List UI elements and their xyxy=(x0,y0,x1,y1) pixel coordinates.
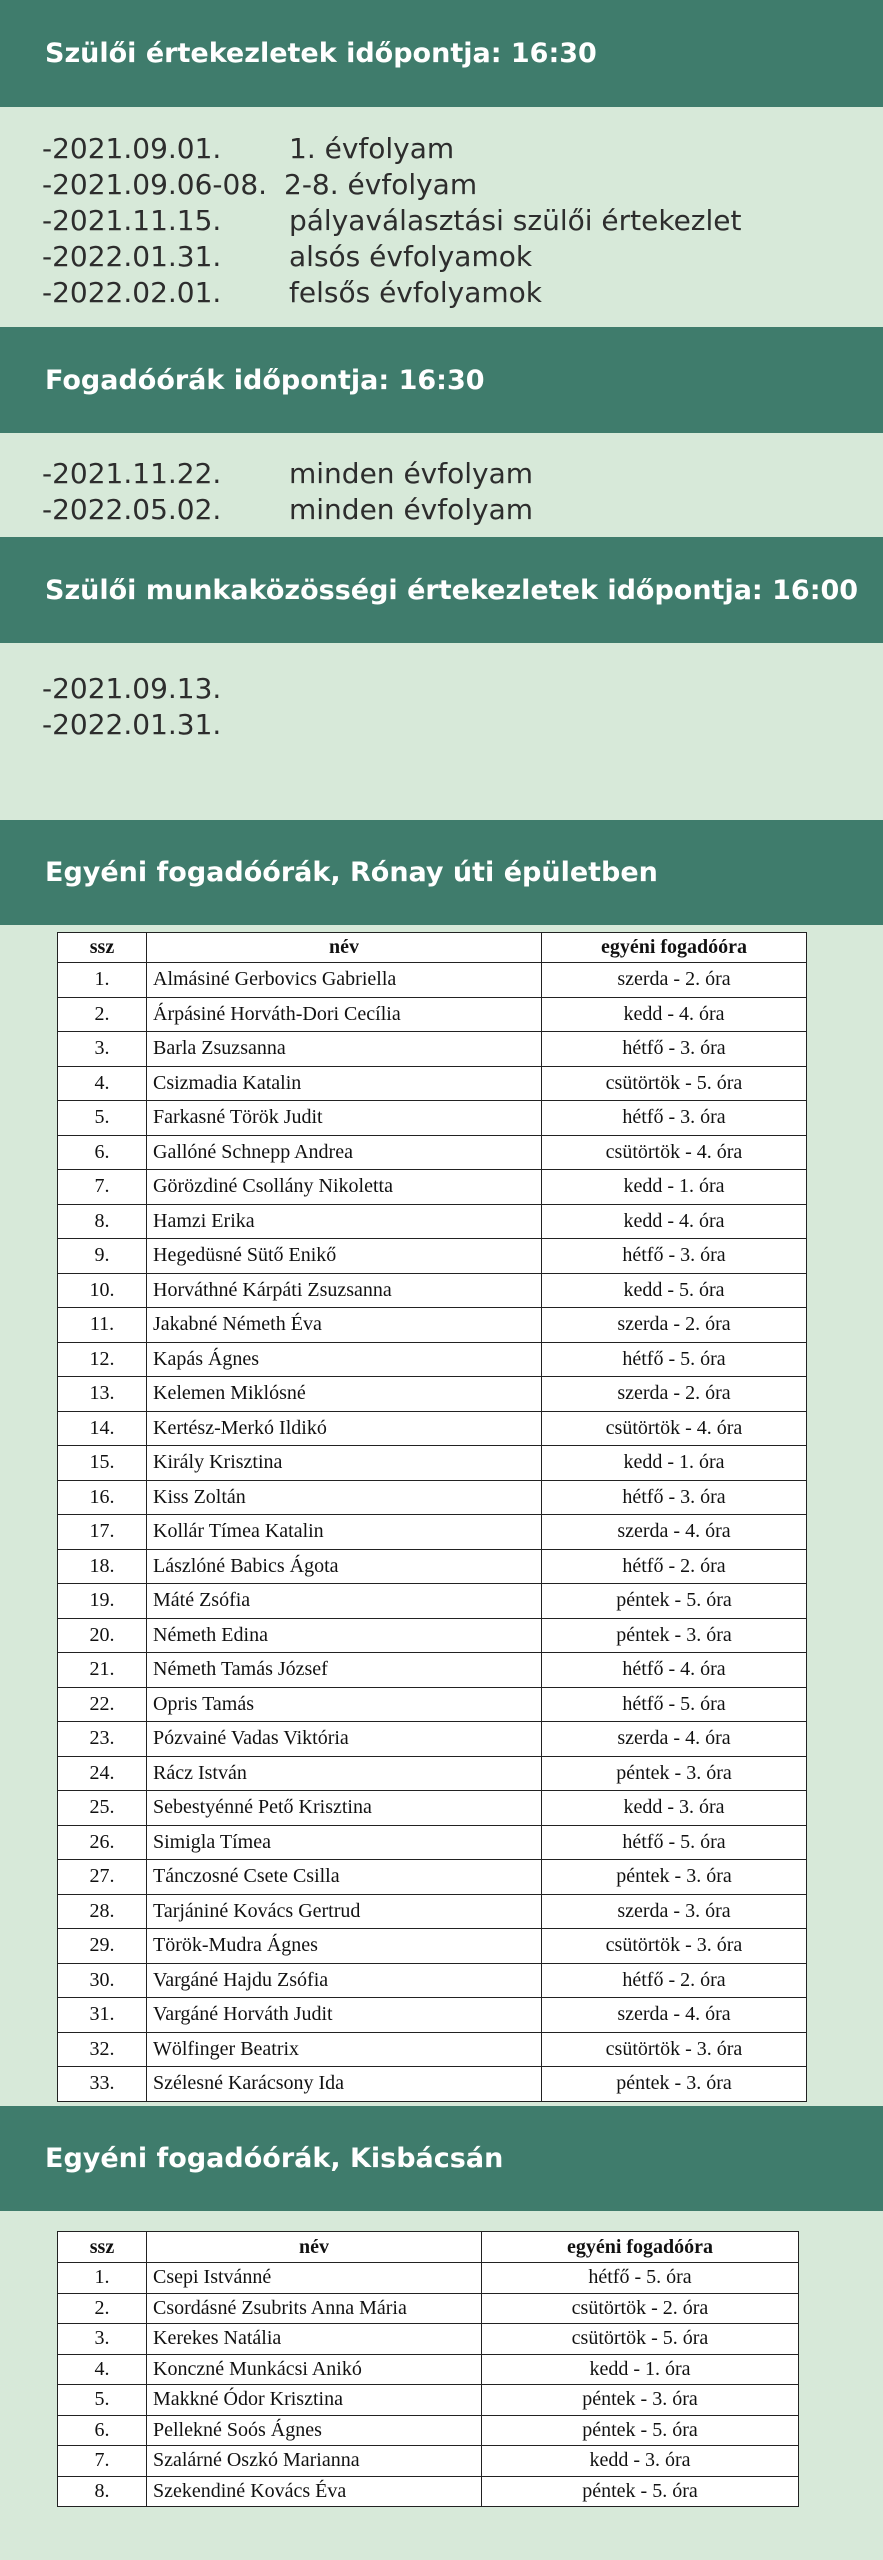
description: minden évfolyam xyxy=(289,493,534,526)
office-hour: hétfő - 3. óra xyxy=(542,1101,807,1136)
office-hour: kedd - 5. óra xyxy=(542,1273,807,1308)
kisbacsa-table xyxy=(57,2231,799,2507)
column-header: név xyxy=(147,933,542,963)
list-item xyxy=(42,707,221,743)
table-row xyxy=(58,1480,807,1515)
teacher-name: Konczné Munkácsi Anikó xyxy=(147,2354,482,2385)
table-row xyxy=(58,1135,807,1170)
row-number: 13. xyxy=(58,1377,147,1412)
column-header: egyéni fogadóóra xyxy=(482,2232,799,2263)
office-hour: hétfő - 3. óra xyxy=(542,1480,807,1515)
teacher-name: Görözdiné Csollány Nikoletta xyxy=(147,1170,542,1205)
teacher-name: Török-Mudra Ágnes xyxy=(147,1929,542,1964)
office-hour: hétfő - 3. óra xyxy=(542,1032,807,1067)
list-item xyxy=(42,167,741,203)
office-hour: kedd - 1. óra xyxy=(542,1446,807,1481)
teacher-name: Rácz István xyxy=(147,1756,542,1791)
office-hour: kedd - 4. óra xyxy=(542,1204,807,1239)
row-number: 25. xyxy=(58,1791,147,1826)
section-title: Fogadóórák időpontja: 16:30 xyxy=(45,364,485,396)
office-hour: kedd - 1. óra xyxy=(482,2354,799,2385)
section-title: Egyéni fogadóórák, Kisbácsán xyxy=(45,2143,504,2174)
row-number: 17. xyxy=(58,1515,147,1550)
row-number: 31. xyxy=(58,1998,147,2033)
date: -2022.01.31. xyxy=(42,708,222,741)
office-hour: péntek - 3. óra xyxy=(542,1618,807,1653)
date: -2022.01.31. xyxy=(42,240,222,273)
row-number: 33. xyxy=(58,2067,147,2102)
table-row xyxy=(58,1687,807,1722)
row-number: 11. xyxy=(58,1308,147,1343)
office-hour: csütörtök - 3. óra xyxy=(542,2032,807,2067)
row-number: 6. xyxy=(58,1135,147,1170)
office-hour: csütörtök - 2. óra xyxy=(482,2293,799,2324)
table-row xyxy=(58,1204,807,1239)
row-number: 28. xyxy=(58,1894,147,1929)
table-row xyxy=(58,2324,799,2355)
office-hour: kedd - 4. óra xyxy=(542,997,807,1032)
column-header: név xyxy=(147,2232,482,2263)
date: -2022.05.02. xyxy=(42,493,222,526)
section-title: Egyéni fogadóórák, Rónay úti épületben xyxy=(45,857,658,888)
date: -2021.09.13. xyxy=(42,672,222,705)
row-number: 1. xyxy=(58,2263,147,2294)
office-hour: hétfő - 3. óra xyxy=(542,1239,807,1274)
teacher-name: Pellekné Soós Ágnes xyxy=(147,2415,482,2446)
table-row xyxy=(58,1894,807,1929)
list-item xyxy=(42,203,741,239)
section-title: Szülői értekezletek időpontja: 16:30 xyxy=(45,38,597,69)
teacher-name: Simigla Tímea xyxy=(147,1825,542,1860)
table-row xyxy=(58,1342,807,1377)
table-row xyxy=(58,963,807,998)
table-row xyxy=(58,1618,807,1653)
teacher-name: Csordásné Zsubrits Anna Mária xyxy=(147,2293,482,2324)
teacher-name: Csepi Istvánné xyxy=(147,2263,482,2294)
office-hour: szerda - 2. óra xyxy=(542,963,807,998)
office-hour: hétfő - 2. óra xyxy=(542,1963,807,1998)
date: -2021.09.06-08. xyxy=(42,168,268,201)
teacher-name: Király Krisztina xyxy=(147,1446,542,1481)
office-hour: csütörtök - 5. óra xyxy=(482,2324,799,2355)
teacher-name: Csizmadia Katalin xyxy=(147,1066,542,1101)
table-row xyxy=(58,2293,799,2324)
table-row xyxy=(58,1756,807,1791)
row-number: 3. xyxy=(58,2324,147,2355)
teacher-name: Németh Edina xyxy=(147,1618,542,1653)
table-row xyxy=(58,1239,807,1274)
teacher-name: Lászlóné Babics Ágota xyxy=(147,1549,542,1584)
teacher-name: Kiss Zoltán xyxy=(147,1480,542,1515)
table-row xyxy=(58,997,807,1032)
column-header: ssz xyxy=(58,933,147,963)
row-number: 1. xyxy=(58,963,147,998)
ronay-table xyxy=(57,932,807,2102)
section-header-ronay xyxy=(0,820,883,925)
office-hour: szerda - 4. óra xyxy=(542,1998,807,2033)
description: 1. évfolyam xyxy=(289,132,455,165)
teacher-name: Jakabné Németh Éva xyxy=(147,1308,542,1343)
munkakozossegi-list xyxy=(42,671,221,743)
row-number: 26. xyxy=(58,1825,147,1860)
table-row xyxy=(58,1825,807,1860)
teacher-name: Tánczosné Csete Csilla xyxy=(147,1860,542,1895)
row-number: 2. xyxy=(58,2293,147,2324)
row-number: 16. xyxy=(58,1480,147,1515)
section-header-ertekezletek xyxy=(0,0,883,107)
table-row xyxy=(58,2415,799,2446)
section-header-munkakozossegi xyxy=(0,537,883,643)
teacher-name: Németh Tamás József xyxy=(147,1653,542,1688)
table-row xyxy=(58,2476,799,2507)
teacher-name: Szélesné Karácsony Ida xyxy=(147,2067,542,2102)
teacher-name: Árpásiné Horváth-Dori Cecília xyxy=(147,997,542,1032)
row-number: 10. xyxy=(58,1273,147,1308)
teacher-name: Vargáné Horváth Judit xyxy=(147,1998,542,2033)
table-row xyxy=(58,1549,807,1584)
row-number: 24. xyxy=(58,1756,147,1791)
teacher-name: Hamzi Erika xyxy=(147,1204,542,1239)
teacher-name: Sebestyénné Pető Krisztina xyxy=(147,1791,542,1826)
office-hour: csütörtök - 3. óra xyxy=(542,1929,807,1964)
teacher-name: Szekendiné Kovács Éva xyxy=(147,2476,482,2507)
table-row xyxy=(58,1101,807,1136)
teacher-name: Tarjániné Kovács Gertrud xyxy=(147,1894,542,1929)
table-row xyxy=(58,1515,807,1550)
row-number: 30. xyxy=(58,1963,147,1998)
office-hour: hétfő - 5. óra xyxy=(482,2263,799,2294)
row-number: 6. xyxy=(58,2415,147,2446)
row-number: 9. xyxy=(58,1239,147,1274)
table-row xyxy=(58,2446,799,2477)
table-row xyxy=(58,1066,807,1101)
section-header-fogadoorak xyxy=(0,327,883,433)
ertekezletek-list xyxy=(42,131,741,311)
date: -2021.09.01. xyxy=(42,132,222,165)
description: 2-8. évfolyam xyxy=(284,168,478,201)
description: felsős évfolyamok xyxy=(289,276,542,309)
teacher-name: Máté Zsófia xyxy=(147,1584,542,1619)
row-number: 12. xyxy=(58,1342,147,1377)
row-number: 19. xyxy=(58,1584,147,1619)
list-item xyxy=(42,671,221,707)
office-hour: kedd - 1. óra xyxy=(542,1170,807,1205)
teacher-name: Kelemen Miklósné xyxy=(147,1377,542,1412)
row-number: 15. xyxy=(58,1446,147,1481)
table-row xyxy=(58,2067,807,2102)
row-number: 27. xyxy=(58,1860,147,1895)
date: -2021.11.22. xyxy=(42,457,222,490)
office-hour: kedd - 3. óra xyxy=(482,2446,799,2477)
list-item xyxy=(42,239,741,275)
row-number: 2. xyxy=(58,997,147,1032)
office-hour: péntek - 5. óra xyxy=(482,2476,799,2507)
table-row xyxy=(58,1963,807,1998)
section-header-kisbacsa xyxy=(0,2106,883,2211)
row-number: 8. xyxy=(58,1204,147,1239)
table-row xyxy=(58,2385,799,2416)
teacher-name: Makkné Ódor Krisztina xyxy=(147,2385,482,2416)
table-row xyxy=(58,2032,807,2067)
row-number: 4. xyxy=(58,2354,147,2385)
teacher-name: Kapás Ágnes xyxy=(147,1342,542,1377)
teacher-name: Pózvainé Vadas Viktória xyxy=(147,1722,542,1757)
list-item xyxy=(42,275,741,311)
row-number: 8. xyxy=(58,2476,147,2507)
column-header: ssz xyxy=(58,2232,147,2263)
table-row xyxy=(58,1308,807,1343)
description: minden évfolyam xyxy=(289,457,534,490)
row-number: 5. xyxy=(58,2385,147,2416)
row-number: 4. xyxy=(58,1066,147,1101)
teacher-name: Opris Tamás xyxy=(147,1687,542,1722)
office-hour: szerda - 2. óra xyxy=(542,1308,807,1343)
table-row xyxy=(58,1584,807,1619)
office-hour: szerda - 2. óra xyxy=(542,1377,807,1412)
row-number: 21. xyxy=(58,1653,147,1688)
table-row xyxy=(58,2354,799,2385)
office-hour: kedd - 3. óra xyxy=(542,1791,807,1826)
office-hour: csütörtök - 5. óra xyxy=(542,1066,807,1101)
office-hour: szerda - 3. óra xyxy=(542,1894,807,1929)
office-hour: péntek - 5. óra xyxy=(482,2415,799,2446)
description: pályaválasztási szülői értekezlet xyxy=(289,204,742,237)
teacher-name: Gallóné Schnepp Andrea xyxy=(147,1135,542,1170)
office-hour: péntek - 3. óra xyxy=(542,1756,807,1791)
table-row xyxy=(58,1998,807,2033)
row-number: 20. xyxy=(58,1618,147,1653)
teacher-name: Hegedüsné Sütő Enikő xyxy=(147,1239,542,1274)
table-row xyxy=(58,1722,807,1757)
table-row xyxy=(58,1929,807,1964)
list-item xyxy=(42,456,533,492)
row-number: 14. xyxy=(58,1411,147,1446)
table-row xyxy=(58,1032,807,1067)
office-hour: hétfő - 2. óra xyxy=(542,1549,807,1584)
table-row xyxy=(58,1273,807,1308)
section-title: Szülői munkaközösségi értekezletek időpontja: 16:00 xyxy=(45,574,859,606)
fogadoorak-list xyxy=(42,456,533,528)
row-number: 7. xyxy=(58,2446,147,2477)
row-number: 22. xyxy=(58,1687,147,1722)
office-hour: hétfő - 5. óra xyxy=(542,1342,807,1377)
list-item xyxy=(42,492,533,528)
teacher-name: Kerekes Natália xyxy=(147,2324,482,2355)
office-hour: szerda - 4. óra xyxy=(542,1722,807,1757)
table-row xyxy=(58,2263,799,2294)
teacher-name: Vargáné Hajdu Zsófia xyxy=(147,1963,542,1998)
table-row xyxy=(58,1170,807,1205)
office-hour: hétfő - 4. óra xyxy=(542,1653,807,1688)
table-row xyxy=(58,1653,807,1688)
description: alsós évfolyamok xyxy=(289,240,533,273)
date: -2021.11.15. xyxy=(42,204,222,237)
table-row xyxy=(58,1860,807,1895)
list-item xyxy=(42,131,741,167)
teacher-name: Wölfinger Beatrix xyxy=(147,2032,542,2067)
teacher-name: Horváthné Kárpáti Zsuzsanna xyxy=(147,1273,542,1308)
table-row xyxy=(58,1411,807,1446)
teacher-name: Kollár Tímea Katalin xyxy=(147,1515,542,1550)
teacher-name: Almásiné Gerbovics Gabriella xyxy=(147,963,542,998)
row-number: 29. xyxy=(58,1929,147,1964)
office-hour: péntek - 3. óra xyxy=(482,2385,799,2416)
column-header: egyéni fogadóóra xyxy=(542,933,807,963)
office-hour: péntek - 3. óra xyxy=(542,1860,807,1895)
row-number: 7. xyxy=(58,1170,147,1205)
row-number: 18. xyxy=(58,1549,147,1584)
teacher-name: Farkasné Török Judit xyxy=(147,1101,542,1136)
teacher-name: Kertész-Merkó Ildikó xyxy=(147,1411,542,1446)
table-row xyxy=(58,1446,807,1481)
office-hour: hétfő - 5. óra xyxy=(542,1825,807,1860)
row-number: 23. xyxy=(58,1722,147,1757)
table-row xyxy=(58,1377,807,1412)
row-number: 3. xyxy=(58,1032,147,1067)
teacher-name: Barla Zsuzsanna xyxy=(147,1032,542,1067)
office-hour: csütörtök - 4. óra xyxy=(542,1411,807,1446)
office-hour: szerda - 4. óra xyxy=(542,1515,807,1550)
office-hour: hétfő - 5. óra xyxy=(542,1687,807,1722)
office-hour: péntek - 3. óra xyxy=(542,2067,807,2102)
row-number: 5. xyxy=(58,1101,147,1136)
date: -2022.02.01. xyxy=(42,276,222,309)
office-hour: péntek - 5. óra xyxy=(542,1584,807,1619)
table-row xyxy=(58,1791,807,1826)
teacher-name: Szalárné Oszkó Marianna xyxy=(147,2446,482,2477)
office-hour: csütörtök - 4. óra xyxy=(542,1135,807,1170)
row-number: 32. xyxy=(58,2032,147,2067)
